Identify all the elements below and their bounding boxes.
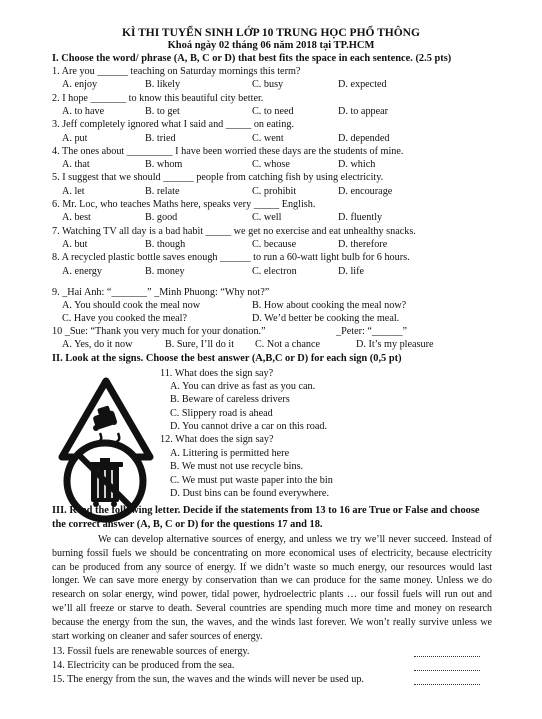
question-4-stem: 4. The ones about _________ I have been worried these days are the students of mine. — [52, 145, 404, 157]
question-4-option-b[interactable]: B. whom — [145, 159, 183, 171]
statement-15: 15. The energy from the sun, the waves and the winds will never be used up. — [52, 674, 364, 685]
question-7-option-a[interactable]: A. but — [62, 238, 88, 250]
question-12-option-d[interactable]: D. Dust bins can be found everywhere. — [170, 488, 329, 499]
question-1-option-a[interactable]: A. enjoy — [62, 79, 98, 91]
question-3-stem: 3. Jeff completely ignored what I said and _____ on eating. — [52, 119, 294, 131]
question-4-option-a[interactable]: A. that — [62, 159, 90, 171]
question-11-option-b[interactable]: B. Beware of careless drivers — [170, 394, 290, 405]
question-6-option-d[interactable]: D. fluently — [338, 212, 383, 224]
question-1-option-d[interactable]: D. expected — [338, 79, 387, 91]
question-2-stem: 2. I hope _______ to know this beautiful city better. — [52, 92, 264, 104]
question-7-option-b[interactable]: B. though — [145, 238, 186, 250]
passage-text: We can develop alternative sources of energy, and unless we try we’ll never succeed. Instead of burning fossil fuels we should be concentrating on more economical uses of electricity, because electricity can be produced from any source of energy. If we didn’t waste so much energy, our resources would last longer. We can save more energy by conservation than we can produce for the same money. Unless we do research on solar energy, wind power, tidal power, hydroelectric plants … our fossil fuels will run out and we’ll all freeze or starve to death. Several countries are spending much more time and money on research because the energy from the sun, the waves, and the winds last forever. We won’t really survive unless we start working on cleaner and safer sources of energy. — [52, 534, 492, 642]
question-10-option-b[interactable]: B. Sure, I’ll do it — [165, 339, 235, 350]
question-9-option-a[interactable]: A. You should cook the meal now — [62, 300, 201, 311]
question-10-option-c[interactable]: C. Not a chance — [255, 339, 321, 350]
question-3-option-d[interactable]: D. depended — [338, 132, 390, 144]
section-2-heading: II. Look at the signs. Choose the best answer (A,B,C or D) for each sign (0,5 pt) — [52, 353, 402, 364]
question-12-stem: 12. What does the sign say? — [160, 434, 274, 445]
question-9-option-c[interactable]: C. Have you cooked the meal? — [62, 313, 188, 324]
question-3-option-a[interactable]: A. put — [62, 132, 88, 144]
question-2-option-a[interactable]: A. to have — [62, 105, 105, 117]
question-5-option-c[interactable]: C. prohibit — [252, 185, 297, 197]
question-5-stem: 5. I suggest that we should ______ people from catching fish by using electricity. — [52, 172, 384, 184]
question-11-option-d[interactable]: D. You cannot drive a car on this road. — [170, 421, 328, 432]
question-12-option-b[interactable]: B. We must not use recycle bins. — [170, 461, 304, 472]
question-2-option-d[interactable]: D. to appear — [338, 105, 389, 117]
question-6-option-b[interactable]: B. good — [145, 212, 178, 224]
section-3-heading-line-2: the correct answer (A, B, C or D) for the questions 17 and 18. — [52, 519, 323, 530]
question-8-option-b[interactable]: B. money — [145, 265, 185, 277]
question-8-option-c[interactable]: C. electron — [252, 265, 297, 277]
question-8-option-a[interactable]: A. energy — [62, 265, 102, 277]
question-3-option-b[interactable]: B. tried — [145, 132, 176, 144]
question-11-option-a[interactable]: A. You can drive as fast as you can. — [170, 381, 316, 392]
question-1-option-b[interactable]: B. likely — [145, 79, 181, 91]
question-11-option-c[interactable]: C. Slippery road is ahead — [170, 408, 273, 419]
section-1-heading: I. Choose the word/ phrase (A, B, C or D) that best fits the space in each sentence. (2.5 pts) — [52, 53, 452, 64]
question-2-option-c[interactable]: C. to need — [252, 105, 294, 117]
question-7-option-c[interactable]: C. because — [252, 238, 297, 250]
question-9-option-b[interactable]: B. How about cooking the meal now? — [252, 300, 407, 311]
question-10-stem-right: _Peter: “______” — [336, 326, 408, 337]
question-11-stem: 11. What does the sign say? — [160, 368, 274, 379]
question-2-option-b[interactable]: B. to get — [145, 105, 180, 117]
statement-13: 13. Fossil fuels are renewable sources of energy. — [52, 646, 250, 657]
question-9-option-d[interactable]: D. We’d better be cooking the meal. — [252, 313, 400, 324]
answer-blank-13[interactable] — [414, 656, 480, 657]
question-6-stem: 6. Mr. Loc, who teaches Maths here, speaks very _____ English. — [52, 199, 316, 210]
statement-14: 14. Electricity can be produced from the sea. — [52, 660, 235, 671]
question-6-option-c[interactable]: C. well — [252, 212, 282, 224]
question-9-stem: 9. _Hai Anh: “_______” _Minh Phuong: “Why not?” — [52, 287, 270, 298]
question-10-option-a[interactable]: A. Yes, do it now — [62, 339, 133, 350]
question-10-stem-left: 10 _Sue: “Thank you very much for your donation.” — [52, 326, 266, 337]
exam-subtitle: Khoá ngày 02 tháng 06 năm 2018 tại TP.HCM — [167, 40, 375, 51]
question-8-stem: 8. A recycled plastic bottle saves enough ______ to run a 60-watt light bulb for 6 hours. — [52, 252, 410, 264]
question-8-option-d[interactable]: D. life — [338, 265, 365, 277]
question-6-option-a[interactable]: A. best — [62, 212, 91, 224]
question-12-option-a[interactable]: A. Littering is permitted here — [170, 448, 290, 459]
question-7-stem: 7. Watching TV all day is a bad habit _____ we get no exercise and eat unhealthy snacks. — [52, 225, 416, 237]
question-12-option-c[interactable]: C. We must put waste paper into the bin — [170, 475, 333, 486]
question-5-option-d[interactable]: D. encourage — [338, 185, 393, 197]
question-3-option-c[interactable]: C. went — [252, 132, 284, 144]
section-3-heading-line-1: III. Read the following letter. Decide if the statements from 13 to 16 are True or False and choose — [52, 505, 480, 516]
question-1-option-c[interactable]: C. busy — [252, 79, 284, 91]
answer-blank-14[interactable] — [414, 670, 480, 671]
reading-passage — [52, 533, 492, 643]
answer-blank-15[interactable] — [414, 684, 480, 685]
exam-title: KÌ THI TUYỂN SINH LỚP 10 TRUNG HỌC PHỔ THÔNG — [122, 27, 420, 39]
question-5-option-a[interactable]: A. let — [62, 185, 85, 197]
question-4-option-d[interactable]: D. which — [338, 159, 376, 171]
question-5-option-b[interactable]: B. relate — [145, 185, 180, 197]
question-10-option-d[interactable]: D. It’s my pleasure — [356, 339, 434, 350]
question-4-option-c[interactable]: C. whose — [252, 159, 290, 171]
question-1-stem: 1. Are you ______ teaching on Saturday mornings this term? — [52, 66, 301, 77]
question-7-option-d[interactable]: D. therefore — [338, 238, 388, 250]
